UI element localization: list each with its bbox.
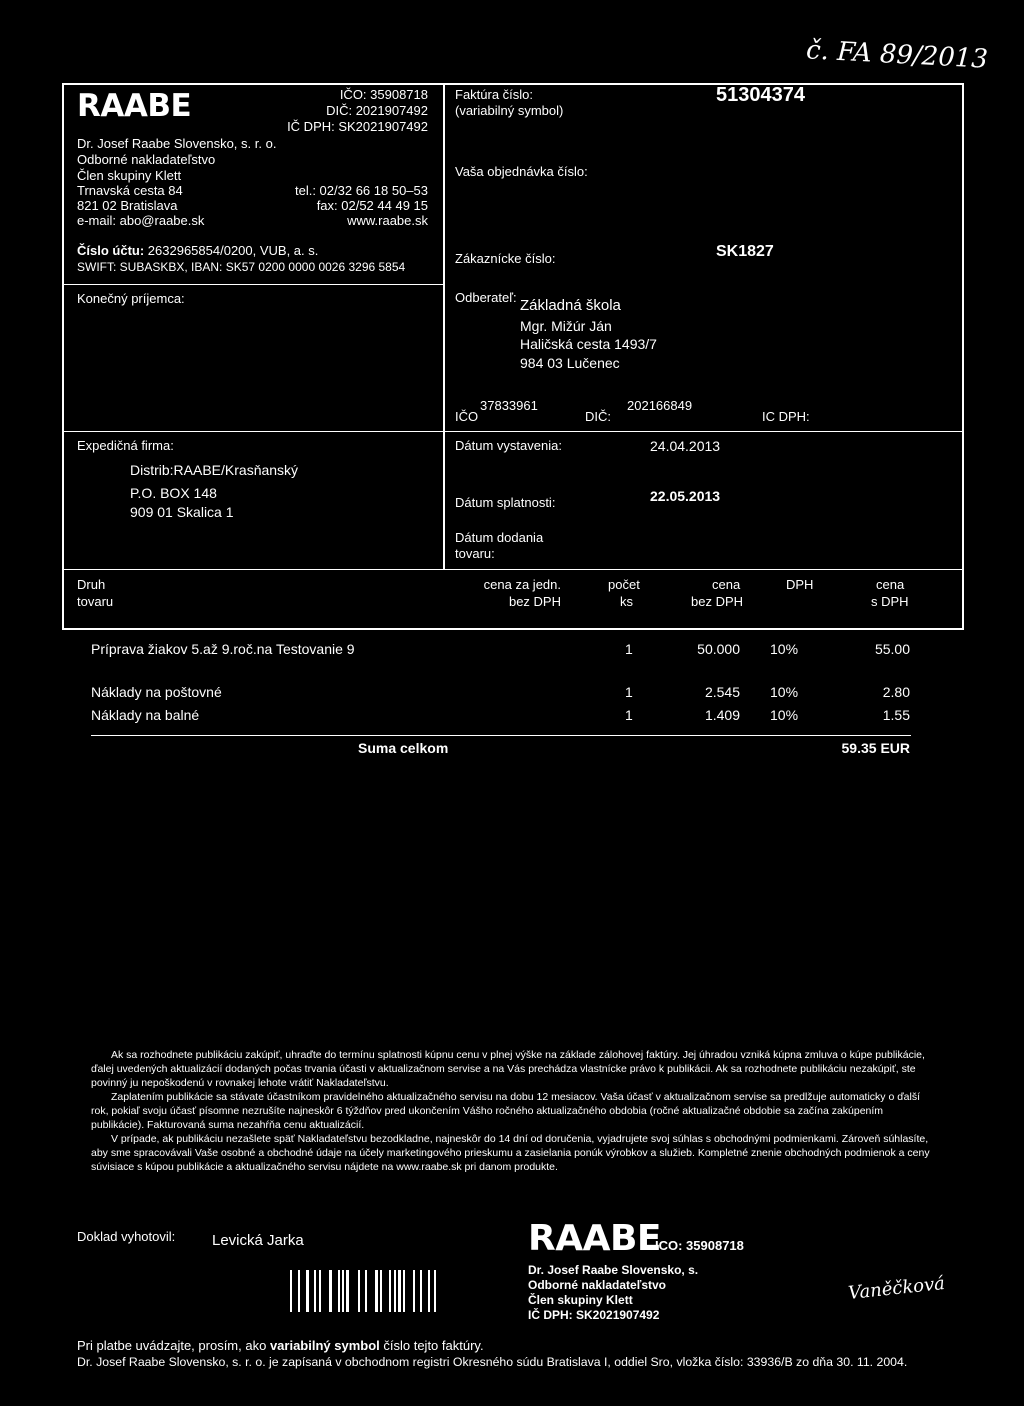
footer-name: Dr. Josef Raabe Slovensko, s. (528, 1263, 699, 1277)
row3-name: Náklady na balné (91, 707, 200, 723)
box-bottom-border (62, 628, 964, 630)
col-header-unit-price-sub: bez DPH (508, 594, 561, 609)
box-right-sep (443, 431, 963, 432)
legal-paragraph-3: V prípade, ak publikáciu nezašlete späť Nakladateľstvu bezodkladne, najneskôr do 14 dní od doručenia, vyjadrujete svoj súhlas s obchodnými podmienkami. Zároveň súhlasíte, aby sme spracovávali Vaše osobné a obchodné údaje na účely marketingového prieskumu a zasielania ponúk výrobkov a služieb. Kompletné znenie obchodných podmienok a ceny súvisiace s kúpou publikácie a aktualizačného servisu nájdete na www.raabe.sk pri danom produkte. (91, 1133, 930, 1173)
invoice-number: 51304374 (716, 84, 805, 106)
row3-qty: 1 (625, 707, 633, 723)
handwritten-note: č. FA 89/2013 (805, 35, 989, 75)
row1-name: Príprava žiakov 5.až 9.roč.na Testovanie 9 (91, 641, 355, 657)
seller-group: Člen skupiny Klett (77, 168, 182, 183)
col-header-tovaru: tovaru (77, 594, 114, 609)
col-header-gross: cena (876, 577, 905, 592)
barcode (290, 1270, 480, 1312)
row3-vat: 10% (770, 707, 799, 723)
seller-tel: tel.: 02/32 66 18 50–53 (294, 183, 428, 198)
order-number-label: Vaša objednávka číslo: (455, 164, 588, 179)
seller-swift: SWIFT: SUBASKBX, IBAN: SK57 0200 0000 0026 3296 5854 (77, 260, 406, 274)
footer-raabe-logo: RAABE (528, 1218, 661, 1259)
signature: Vaněčková (847, 1272, 946, 1305)
customer-number-label: Zákaznícke číslo: (455, 251, 556, 266)
buyer-dic-label: DIČ: (585, 409, 611, 424)
box-top-border (62, 83, 964, 85)
footer-group: Člen skupiny Klett (528, 1293, 633, 1307)
account-value: 2632965854/0200, VUB, a. s. (147, 243, 319, 258)
col-header-druh: Druh (77, 577, 106, 592)
account-label: Číslo účtu: (77, 243, 145, 258)
seller-dic: DIČ: 2021907492 (326, 103, 428, 118)
box-left-border (62, 83, 64, 629)
row1-vat: 10% (770, 641, 799, 657)
issue-date-label: Dátum vystavenia: (455, 438, 562, 453)
invoice-number-label: Faktúra číslo: (455, 87, 534, 102)
seller-account (77, 243, 318, 258)
buyer-person: Mgr. Mižúr Ján (520, 318, 612, 334)
seller-ic-dph: IČ DPH: SK2021907492 (287, 119, 428, 134)
seller-street: Trnavská cesta 84 (77, 183, 183, 198)
box-left-sep-2 (62, 431, 444, 432)
total-separator (91, 735, 911, 736)
payment-note-suffix: číslo tejto faktúry. (379, 1338, 484, 1353)
col-header-vat: DPH (786, 577, 814, 592)
due-date-label: Dátum splatnosti: (455, 495, 556, 510)
final-recipient-label: Konečný príjemca: (77, 291, 185, 306)
col-header-net-sub: bez DPH (691, 594, 744, 609)
prepared-by-label: Doklad vyhotovil: (77, 1229, 176, 1244)
row3-gross: 1.55 (882, 707, 910, 723)
seller-dept: Odborné nakladateľstvo (77, 152, 216, 167)
seller-name: Dr. Josef Raabe Slovensko, s. r. o. (77, 136, 277, 151)
col-header-unit-price: cena za jedn. (483, 577, 561, 592)
row1-qty: 1 (625, 641, 633, 657)
delivery-date-label-1: Dátum dodania (455, 530, 544, 545)
col-header-net: cena (712, 577, 741, 592)
box-left-sep-1 (62, 284, 444, 285)
box-mid-divider (443, 83, 445, 570)
row2-net: 2.545 (704, 684, 740, 700)
footer-icdph: IČ DPH: SK2021907492 (528, 1308, 660, 1322)
legal-paragraph-2: Zaplatením publikácie sa stávate účastníkom pravidelného aktualizačného servisu na dobu 12 mesiacov. Vaša účasť v aktualizačnom servise sa predlžuje automaticky o ďalší rok, pokiaľ svoju účasť písomne nezrušíte najneskôr 6 týždňov pred ukončením Vášho ročného aktualizačného obdobia (ročné aktualizačné obdobie sa začína zakúpením publikácie). Fakturovaná suma nezahŕňa cenu aktualizácií. (91, 1091, 921, 1131)
col-header-qty: počet (608, 577, 640, 592)
shipping-line2: P.O. BOX 148 (130, 485, 217, 501)
row3-net: 1.409 (704, 707, 740, 723)
row1-net: 50.000 (697, 641, 740, 657)
col-header-qty-sub: ks (620, 594, 633, 609)
footer-dept: Odborné nakladateľstvo (528, 1278, 666, 1292)
prepared-by: Levická Jarka (212, 1232, 304, 1249)
payment-note (77, 1338, 484, 1353)
seller-city: 821 02 Bratislava (77, 198, 178, 213)
box-right-border (962, 83, 964, 629)
buyer-label: Odberateľ: (455, 290, 517, 305)
total-amount: 59.35 EUR (841, 740, 910, 756)
box-mid-sep (62, 569, 964, 570)
raabe-logo: RAABE (77, 88, 192, 124)
buyer-dic: 202166849 (627, 398, 693, 413)
legal-paragraph-1: Ak sa rozhodnete publikáciu zakúpiť, uhraďte do termínu splatnosti kúpnu cenu v plnej výške na základe zálohovej faktúry. Jej úhradou vzniká kúpna zmluva o kúpe publikácie, ďalej uvedených aktualizácií dodaných počas trvania účasti v aktualizačnom servise a na Vás prechádza vlastnícke právo k publikácii. Ak sa rozhodnete publikáciu nezakúpiť, ste povinný ju nepoškodenú v rovnakej lehote vrátiť Nakladateľstvu. (91, 1049, 925, 1089)
payment-note-prefix: Pri platbe uvádzajte, prosím, ako (77, 1338, 270, 1353)
buyer-name: Základná škola (520, 297, 621, 314)
legal-text (91, 1048, 939, 1174)
shipping-label: Expedičná firma: (77, 438, 174, 453)
seller-fax: fax: 02/52 44 49 15 (316, 198, 428, 213)
buyer-city: 984 03 Lučenec (520, 355, 620, 371)
shipping-line3: 909 01 Skalica 1 (130, 504, 234, 520)
row2-vat: 10% (770, 684, 799, 700)
payment-note-bold: variabilný symbol (269, 1338, 380, 1353)
seller-ico: IČO: 35908718 (339, 87, 428, 102)
row2-gross: 2.80 (882, 684, 910, 700)
buyer-ico: 37833961 (480, 398, 538, 413)
row2-name: Náklady na poštovné (91, 684, 222, 700)
total-label: Suma celkom (358, 740, 449, 756)
buyer-ico-label: IČO (455, 409, 479, 424)
seller-web: www.raabe.sk (347, 213, 428, 228)
invoice-number-sublabel: (variabilný symbol) (455, 103, 564, 118)
buyer-icdph-label: IC DPH: (762, 409, 810, 424)
due-date: 22.05.2013 (650, 488, 721, 504)
delivery-date-label-2: tovaru: (455, 546, 495, 561)
row2-qty: 1 (625, 684, 633, 700)
col-header-gross-sub: s DPH (871, 594, 909, 609)
row1-gross: 55.00 (874, 641, 910, 657)
registry-note: Dr. Josef Raabe Slovensko, s. r. o. je zapísaná v obchodnom registri Okresného súdu Bratislava I, oddiel Sro, vložka číslo: 33936/B zo dňa 30. 11. 2004. (77, 1355, 908, 1369)
customer-number: SK1827 (716, 243, 774, 260)
shipping-line1: Distrib:RAABE/Krasňanský (130, 462, 299, 478)
seller-email: e-mail: abo@raabe.sk (77, 213, 205, 228)
buyer-street: Haličská cesta 1493/7 (520, 336, 657, 352)
issue-date: 24.04.2013 (650, 438, 721, 454)
footer-ico: ICO: 35908718 (655, 1238, 744, 1253)
